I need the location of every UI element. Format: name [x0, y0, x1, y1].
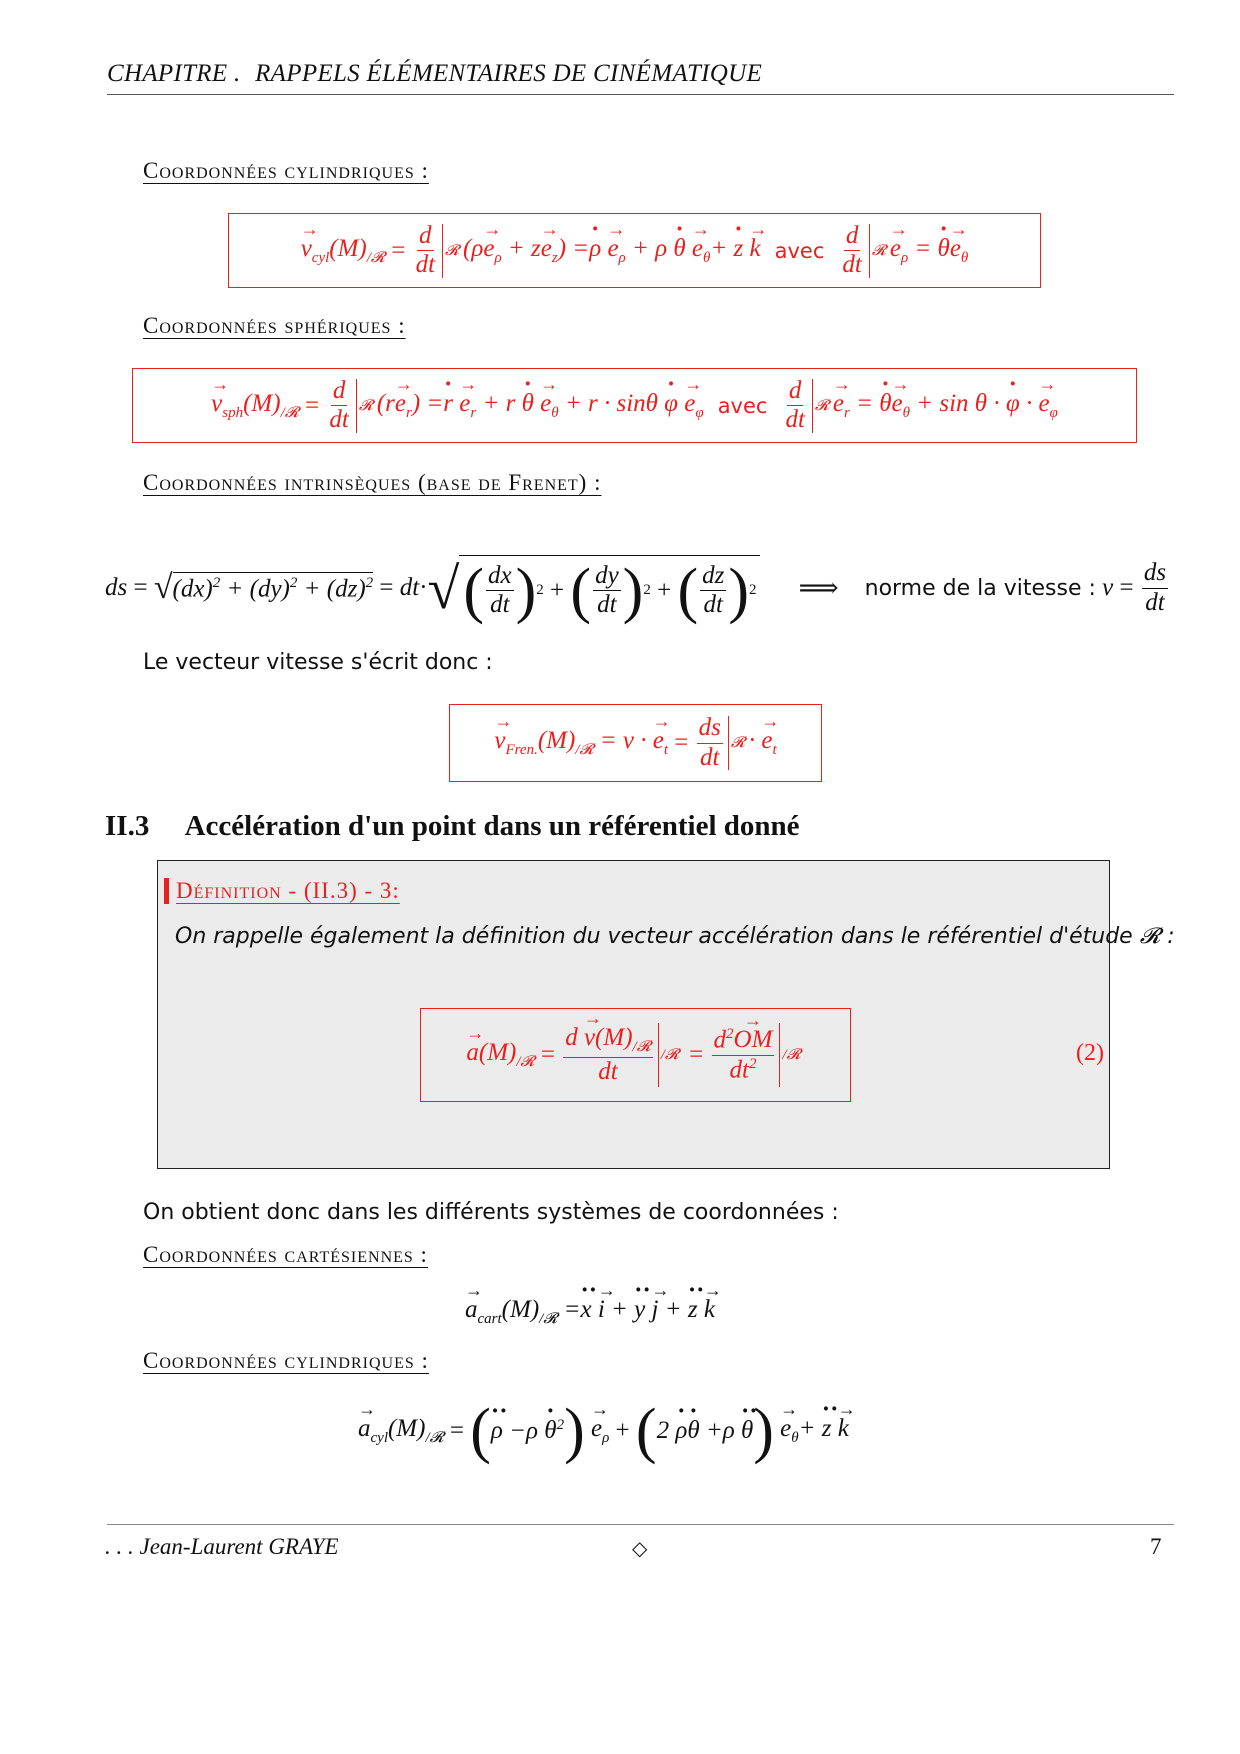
avec-label-2: avec: [717, 393, 768, 418]
equation-box-vfrenet: → $v_{Fren.}(M)_{/𝓡} = v$ · → $e_t$ = $\frac{ds}{dt}$ 𝓡 · → $e_t$: [449, 704, 822, 782]
avec-label: avec: [774, 238, 825, 263]
equation-box-acceleration: → $a(M)_{/𝓡}$ = $\frac{d \to v(M)_{/𝓡}}{dt}$ /𝓡 = $\frac{d^2\to OM}{dt^2}$ /𝓡: [420, 1008, 851, 1102]
vitesse-text: Le vecteur vitesse s'écrit donc :: [143, 650, 493, 675]
chapter-label: CHAPITRE .: [107, 60, 241, 87]
definition-body: On rappelle également la définition du vecteur accélération dans le référentiel d'étude 𝓡 :: [175, 924, 1175, 949]
chapter-title: RAPPELS ÉLÉMENTAIRES DE CINÉMATIQUE: [255, 60, 763, 87]
header-rule: [107, 94, 1174, 95]
running-header: [107, 60, 762, 88]
norme-label: norme de la vitesse :: [864, 575, 1096, 601]
subsection-cylindriques: Coordonnées cylindriques :: [143, 158, 429, 183]
equation-acart: → $a_{cart}(M)_{/𝓡}$ =·· x → i + ·· y → j + ·· z → k: [465, 1296, 715, 1328]
equation-box-vsph: → $v_{sph}(M)_{/𝓡}$ = $\frac{d}{dt}$ 𝓡 $(r\to e_r) =\cdot r \to e_r + r \cdot \theta \to e_\theta + r \cdot \sin\theta \cdot \varphi \to e_\varphi$ avec $\frac{d}{dt}$ 𝓡 → $e_r$ = · $\theta\to e_\theta + \sin \theta$ · · φ · → $e_\varphi$: [132, 368, 1137, 443]
footer-rule: [107, 1524, 1174, 1525]
subsection-cylindriques-2: Coordonnées cylindriques :: [143, 1348, 429, 1373]
page-number: 7: [1150, 1534, 1162, 1559]
implies-arrow: ⟹: [798, 573, 839, 604]
subsection-cartesiennes: Coordonnées cartésiennes :: [143, 1242, 428, 1267]
section-title: Accélération d'un point dans un référentiel donné: [184, 810, 800, 842]
equation-acyl: → $a_{cyl}(M)_{/𝓡}$ = ( ·· $\rho -\rho \cdot \theta^2$ ) → $e_\rho$ + ( 2 · ρ· θ +ρ ·· θ ) → $e_\theta+ \cdot\cdot z \to k$: [358, 1400, 849, 1462]
section-heading: [105, 810, 800, 843]
obtient-text: On obtient donc dans les différents systèmes de coordonnées :: [143, 1200, 839, 1225]
subsection-intrinseques: Coordonnées intrinsèques (base de Frenet) :: [143, 470, 602, 495]
footer-author: . . . Jean-Laurent GRAYE: [105, 1534, 339, 1559]
equation-ds: ds = √ (dx)$^2$ + (dy)$^2$ + (dz)$^2$ = dt · √ ( $\frac{dx}{dt}$ ) 2 + ( $\frac{dy}{dt}$ ) 2 + ( $\frac{dz}{dt}$ ) 2 ⟹ norme de la vitesse : v = $\frac{ds}{dt}$: [105, 555, 1167, 625]
section-number: II.3: [105, 810, 150, 842]
equation-box-vcyl: → $v_{cyl}(M)_{/𝓡}$ = $\frac{d}{dt}$ 𝓡 $(\rho\to e_\rho + z\to e_z) =\cdot \rho \to e_\rho + \rho \cdot \theta \to e_\theta+ \cdot z \to k$ avec $\frac{d}{dt}$ 𝓡 → $e_\rho$ = · $\theta\to e_\theta$: [228, 213, 1041, 288]
footer-diamond: ◇: [632, 1538, 648, 1560]
equation-number: (2): [1076, 1040, 1104, 1066]
definition-label: Définition - (II.3) - 3:: [176, 878, 400, 903]
subsection-spheriques: Coordonnées sphériques :: [143, 313, 406, 338]
definition-marker: [164, 878, 169, 904]
